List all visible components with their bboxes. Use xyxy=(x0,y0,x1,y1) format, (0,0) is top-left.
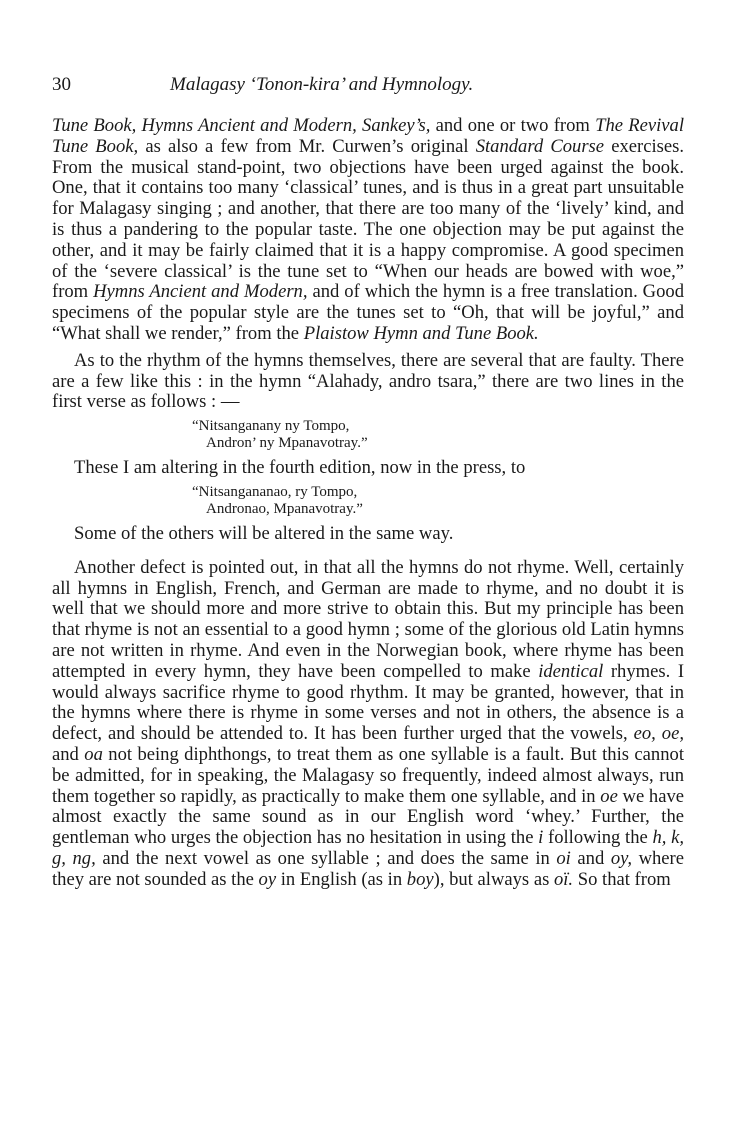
text-run: ), but always as xyxy=(433,868,554,890)
italic-text: oe xyxy=(600,785,618,807)
italic-text: oy xyxy=(258,868,277,890)
text-run: we have almost exactly the same sound as in our English word ‘whey.’ Further, the gentleman who urges the objection has no hesitation in using the xyxy=(52,785,684,849)
paragraph-rhythm: As to the rhythm of the hymns themselves, there are several that are faulty. There are a few like this : in the hymn “Alahady, andro tsara,” there are two lines in the first verse as follows : — xyxy=(52,349,684,413)
italic-text: The Revival Tune Book, xyxy=(52,115,684,157)
text-run: following the xyxy=(543,827,653,849)
italic-text: Hymns Ancient and Modern, xyxy=(93,281,308,303)
italic-text: i xyxy=(538,827,544,849)
verse-quote-original xyxy=(52,418,684,452)
paragraph-rhyme xyxy=(52,558,684,891)
text-run: and the next vowel as one syllable ; and does the same in xyxy=(95,847,557,869)
text-run: not being diphthongs, to treat them as one syllable is a fault. But this cannot be admitted, for in speaking, the Malagasy so frequently, indeed almost always, run them together so rapidly, as practically to make them one syllable, and in xyxy=(52,743,684,807)
verse-line: “Nitsanganany ny Tompo, xyxy=(192,418,350,435)
paragraph-tune-books xyxy=(52,116,684,345)
italic-text: h, k, g, ng, xyxy=(52,827,684,869)
verse-line: “Nitsangananao, ry Tompo, xyxy=(192,483,358,500)
text-run: in English (as in xyxy=(276,868,407,890)
text-run: and xyxy=(52,743,85,765)
text-run: as also a few from Mr. Curwen’s original xyxy=(138,135,476,157)
book-page xyxy=(52,74,684,891)
italic-text: oi xyxy=(556,847,571,869)
italic-text: eo, oe, xyxy=(633,723,684,745)
text-run: where they are not sounded as the xyxy=(52,847,684,890)
text-run: and of which the hymn is a free translation. Good specimens of the popular style are the tunes set to “Oh, that will be joyful,” and “What shall we render,” from the xyxy=(52,281,685,344)
text-run: Another defect is pointed out, in that all the hymns do not rhyme. Well, certainly all hymns in English, French, and German are made to rhyme, and no doubt it is well that we should more and more strive to obtain this. But my principle has been that rhyme is not an essential to a good hymn ; some of the glorious old Latin hymns are not written in rhyme. And even in the Norwegian book, where rhyme has been attempted in every hymn, they have been compelled to make xyxy=(52,556,684,682)
verse-quote-revised xyxy=(52,484,684,518)
italic-text: oa xyxy=(84,743,103,765)
paragraph-others: Some of the others will be altered in the same way. xyxy=(74,522,454,544)
text-run: rhymes. I would always sacrifice rhyme to good rhythm. It may be granted, however, that in the hymns where there is rhyme in some verses and not in others, the absence is a defect, and should be attended to. It has been further urged that the vowels, xyxy=(52,660,685,745)
page-header xyxy=(52,74,684,104)
italic-text: oï. xyxy=(553,868,574,890)
verse-line: Andronao, Mpanavotray.” xyxy=(206,500,363,517)
text-run: So that from xyxy=(573,868,671,890)
page-number: 30 xyxy=(52,74,71,95)
verse-line: Andron’ ny Mpanavotray.” xyxy=(206,435,368,452)
italic-text: Tune Book, Hymns Ancient and Modern, Sankey’s, xyxy=(52,115,431,136)
text-run: exercises. From the musical stand-point, two objections have been urged against the book. One, that it contains too many ‘classical’ tunes, and is thus in a great part unsuitable for Malagasy singing ; and another, that there are too many of the ‘lively’ kind, and is thus a pandering to the popular taste. The one objection may be put against the other, and it may be fairly claimed that it is a happy compromise. A good specimen of the ‘severe classical’ is the tune set to “When our heads are bowed with woe,” from xyxy=(52,135,684,303)
italic-text: Standard Course xyxy=(475,135,605,157)
text-run: and one or two from xyxy=(430,115,596,136)
running-title: Malagasy ‘Tonon-kira’ and Hymnology. xyxy=(170,74,474,95)
body-text xyxy=(52,116,684,891)
italic-text: Plaistow Hymn and Tune Book. xyxy=(303,322,539,344)
italic-text: boy xyxy=(406,868,434,890)
text-run: and xyxy=(570,847,611,869)
paragraph-altering: These I am altering in the fourth edition, now in the press, to xyxy=(74,457,526,479)
italic-text: identical xyxy=(538,660,604,682)
italic-text: oy, xyxy=(610,847,632,869)
